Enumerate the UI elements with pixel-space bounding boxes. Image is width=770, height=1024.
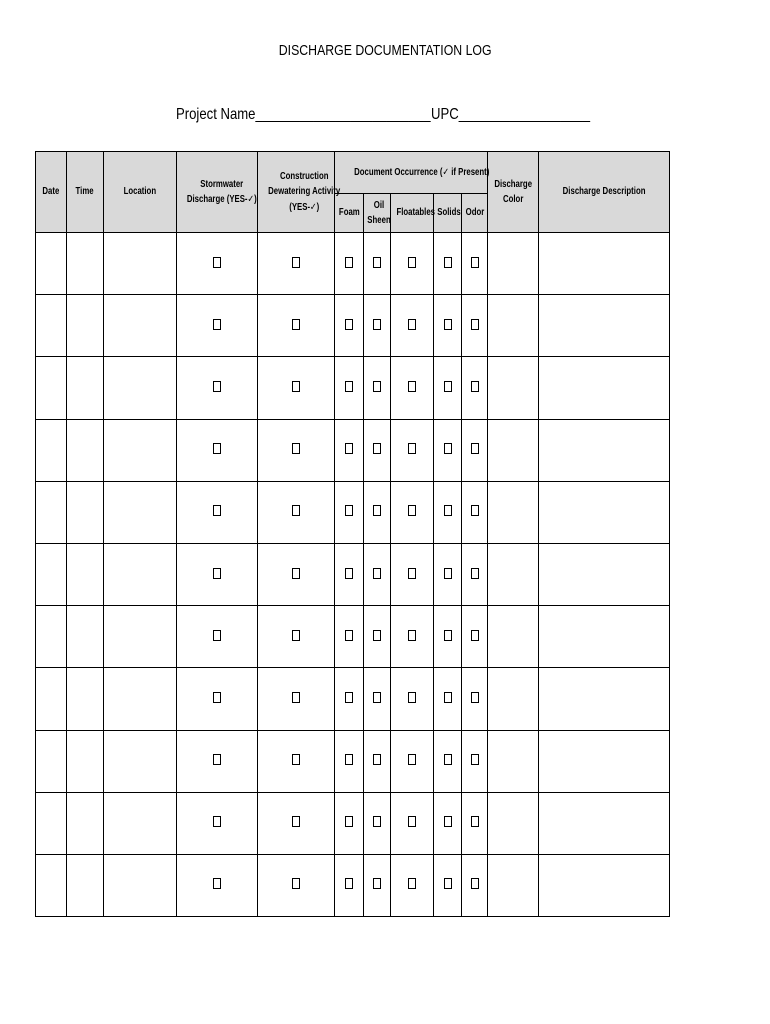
stormwater-discharge-cell bbox=[177, 730, 258, 792]
foam-cell bbox=[335, 295, 364, 357]
date-cell[interactable] bbox=[36, 854, 67, 916]
discharge-log-table bbox=[35, 151, 670, 917]
construction-dewatering-checkbox[interactable] bbox=[292, 319, 300, 330]
foam-checkbox[interactable] bbox=[345, 257, 353, 268]
time-cell[interactable] bbox=[67, 419, 104, 481]
time-cell[interactable] bbox=[67, 233, 104, 295]
stormwater-discharge-checkbox[interactable] bbox=[213, 630, 221, 641]
location-cell[interactable] bbox=[104, 295, 177, 357]
solids-checkbox[interactable] bbox=[444, 630, 452, 641]
discharge-description-cell[interactable] bbox=[539, 357, 670, 419]
location-cell[interactable] bbox=[104, 854, 177, 916]
solids-checkbox[interactable] bbox=[444, 692, 452, 703]
page-title: DISCHARGE DOCUMENTATION LOG bbox=[278, 42, 492, 59]
solids-checkbox[interactable] bbox=[444, 878, 452, 889]
header-date: Date bbox=[36, 152, 67, 233]
stormwater-discharge-checkbox[interactable] bbox=[213, 505, 221, 516]
stormwater-discharge-cell bbox=[177, 481, 258, 543]
time-cell[interactable] bbox=[67, 854, 104, 916]
oil-sheen-cell bbox=[364, 543, 391, 605]
stormwater-discharge-cell bbox=[177, 543, 258, 605]
floatables-checkbox[interactable] bbox=[408, 257, 416, 268]
solids-checkbox[interactable] bbox=[444, 754, 452, 765]
oil-sheen-checkbox[interactable] bbox=[373, 630, 381, 641]
oil-sheen-checkbox[interactable] bbox=[373, 257, 381, 268]
location-cell[interactable] bbox=[104, 419, 177, 481]
stormwater-discharge-cell bbox=[177, 419, 258, 481]
oil-sheen-cell bbox=[364, 481, 391, 543]
table-row bbox=[36, 543, 670, 605]
oil-sheen-checkbox[interactable] bbox=[373, 754, 381, 765]
header-oil-sheen: Oil Sheen bbox=[364, 194, 391, 233]
date-cell[interactable] bbox=[36, 792, 67, 854]
construction-dewatering-cell bbox=[258, 481, 335, 543]
floatables-checkbox[interactable] bbox=[408, 754, 416, 765]
location-cell[interactable] bbox=[104, 730, 177, 792]
foam-checkbox[interactable] bbox=[345, 630, 353, 641]
table-row bbox=[36, 668, 670, 730]
floatables-checkbox[interactable] bbox=[408, 878, 416, 889]
floatables-cell bbox=[391, 233, 434, 295]
odor-checkbox[interactable] bbox=[471, 878, 479, 889]
foam-cell bbox=[335, 543, 364, 605]
construction-dewatering-checkbox[interactable] bbox=[292, 878, 300, 889]
foam-checkbox[interactable] bbox=[345, 754, 353, 765]
oil-sheen-checkbox[interactable] bbox=[373, 505, 381, 516]
stormwater-discharge-checkbox[interactable] bbox=[213, 692, 221, 703]
odor-checkbox[interactable] bbox=[471, 319, 479, 330]
time-cell[interactable] bbox=[67, 543, 104, 605]
solids-checkbox[interactable] bbox=[444, 319, 452, 330]
date-cell[interactable] bbox=[36, 233, 67, 295]
discharge-description-cell[interactable] bbox=[539, 419, 670, 481]
construction-dewatering-checkbox[interactable] bbox=[292, 630, 300, 641]
discharge-color-cell[interactable] bbox=[488, 481, 539, 543]
foam-cell bbox=[335, 606, 364, 668]
solids-cell bbox=[434, 730, 462, 792]
floatables-checkbox[interactable] bbox=[408, 692, 416, 703]
stormwater-discharge-checkbox[interactable] bbox=[213, 257, 221, 268]
time-cell[interactable] bbox=[67, 668, 104, 730]
stormwater-discharge-checkbox[interactable] bbox=[213, 568, 221, 579]
oil-sheen-checkbox[interactable] bbox=[373, 319, 381, 330]
floatables-cell bbox=[391, 543, 434, 605]
time-cell[interactable] bbox=[67, 792, 104, 854]
oil-sheen-cell bbox=[364, 357, 391, 419]
time-cell[interactable] bbox=[67, 606, 104, 668]
stormwater-discharge-checkbox[interactable] bbox=[213, 754, 221, 765]
location-cell[interactable] bbox=[104, 543, 177, 605]
construction-dewatering-cell bbox=[258, 295, 335, 357]
oil-sheen-cell bbox=[364, 233, 391, 295]
odor-checkbox[interactable] bbox=[471, 816, 479, 827]
discharge-color-cell[interactable] bbox=[488, 543, 539, 605]
time-cell[interactable] bbox=[67, 357, 104, 419]
solids-checkbox[interactable] bbox=[444, 381, 452, 392]
date-cell[interactable] bbox=[36, 419, 67, 481]
discharge-color-cell[interactable] bbox=[488, 419, 539, 481]
construction-dewatering-checkbox[interactable] bbox=[292, 257, 300, 268]
stormwater-discharge-checkbox[interactable] bbox=[213, 319, 221, 330]
foam-checkbox[interactable] bbox=[345, 878, 353, 889]
table-row bbox=[36, 854, 670, 916]
oil-sheen-checkbox[interactable] bbox=[373, 443, 381, 454]
odor-cell bbox=[462, 419, 488, 481]
table-row bbox=[36, 357, 670, 419]
header-solids: Solids bbox=[434, 194, 462, 233]
oil-sheen-cell bbox=[364, 668, 391, 730]
location-cell[interactable] bbox=[104, 606, 177, 668]
oil-sheen-checkbox[interactable] bbox=[373, 878, 381, 889]
odor-cell bbox=[462, 668, 488, 730]
foam-checkbox[interactable] bbox=[345, 692, 353, 703]
foam-cell bbox=[335, 668, 364, 730]
solids-cell bbox=[434, 543, 462, 605]
discharge-description-cell[interactable] bbox=[539, 792, 670, 854]
date-cell[interactable] bbox=[36, 730, 67, 792]
header-foam: Foam bbox=[335, 194, 364, 233]
foam-checkbox[interactable] bbox=[345, 568, 353, 579]
solids-cell bbox=[434, 606, 462, 668]
foam-checkbox[interactable] bbox=[345, 505, 353, 516]
solids-cell bbox=[434, 481, 462, 543]
construction-dewatering-cell bbox=[258, 792, 335, 854]
construction-dewatering-checkbox[interactable] bbox=[292, 754, 300, 765]
stormwater-discharge-checkbox[interactable] bbox=[213, 816, 221, 827]
location-cell[interactable] bbox=[104, 233, 177, 295]
construction-dewatering-checkbox[interactable] bbox=[292, 692, 300, 703]
header-location: Location bbox=[104, 152, 177, 233]
oil-sheen-checkbox[interactable] bbox=[373, 381, 381, 392]
foam-checkbox[interactable] bbox=[345, 319, 353, 330]
solids-cell bbox=[434, 233, 462, 295]
oil-sheen-cell bbox=[364, 295, 391, 357]
oil-sheen-checkbox[interactable] bbox=[373, 568, 381, 579]
odor-cell bbox=[462, 854, 488, 916]
discharge-description-cell[interactable] bbox=[539, 606, 670, 668]
oil-sheen-cell bbox=[364, 730, 391, 792]
discharge-description-cell[interactable] bbox=[539, 854, 670, 916]
construction-dewatering-checkbox[interactable] bbox=[292, 568, 300, 579]
foam-cell bbox=[335, 792, 364, 854]
header-discharge-description: Discharge Description bbox=[539, 152, 670, 233]
location-cell[interactable] bbox=[104, 792, 177, 854]
solids-checkbox[interactable] bbox=[444, 568, 452, 579]
floatables-checkbox[interactable] bbox=[408, 319, 416, 330]
floatables-cell bbox=[391, 295, 434, 357]
foam-cell bbox=[335, 481, 364, 543]
construction-dewatering-cell bbox=[258, 357, 335, 419]
table-row bbox=[36, 792, 670, 854]
location-cell[interactable] bbox=[104, 357, 177, 419]
discharge-description-cell[interactable] bbox=[539, 668, 670, 730]
oil-sheen-checkbox[interactable] bbox=[373, 692, 381, 703]
stormwater-discharge-cell bbox=[177, 357, 258, 419]
project-name-field[interactable]: Project Name________________________ bbox=[176, 106, 431, 123]
odor-checkbox[interactable] bbox=[471, 381, 479, 392]
table-row bbox=[36, 481, 670, 543]
table-row bbox=[36, 419, 670, 481]
floatables-checkbox[interactable] bbox=[408, 816, 416, 827]
odor-cell bbox=[462, 233, 488, 295]
log-body bbox=[36, 233, 670, 917]
solids-checkbox[interactable] bbox=[444, 816, 452, 827]
construction-dewatering-checkbox[interactable] bbox=[292, 381, 300, 392]
stormwater-discharge-checkbox[interactable] bbox=[213, 878, 221, 889]
discharge-color-cell[interactable] bbox=[488, 668, 539, 730]
upc-field[interactable]: UPC__________________ bbox=[431, 106, 591, 123]
floatables-checkbox[interactable] bbox=[408, 381, 416, 392]
discharge-color-cell[interactable] bbox=[488, 792, 539, 854]
discharge-color-cell[interactable] bbox=[488, 854, 539, 916]
table-row bbox=[36, 606, 670, 668]
discharge-description-cell[interactable] bbox=[539, 481, 670, 543]
table-row bbox=[36, 730, 670, 792]
oil-sheen-cell bbox=[364, 792, 391, 854]
stormwater-discharge-cell bbox=[177, 854, 258, 916]
solids-checkbox[interactable] bbox=[444, 257, 452, 268]
header-time: Time bbox=[67, 152, 104, 233]
solids-cell bbox=[434, 357, 462, 419]
floatables-cell bbox=[391, 481, 434, 543]
construction-dewatering-checkbox[interactable] bbox=[292, 443, 300, 454]
odor-cell bbox=[462, 357, 488, 419]
time-cell[interactable] bbox=[67, 295, 104, 357]
header-floatables: Floatables bbox=[391, 194, 434, 233]
time-cell[interactable] bbox=[67, 481, 104, 543]
construction-dewatering-cell bbox=[258, 606, 335, 668]
floatables-cell bbox=[391, 730, 434, 792]
discharge-color-cell[interactable] bbox=[488, 295, 539, 357]
construction-dewatering-cell bbox=[258, 730, 335, 792]
discharge-description-cell[interactable] bbox=[539, 295, 670, 357]
stormwater-discharge-checkbox[interactable] bbox=[213, 443, 221, 454]
foam-checkbox[interactable] bbox=[345, 443, 353, 454]
table-row bbox=[36, 295, 670, 357]
stormwater-discharge-checkbox[interactable] bbox=[213, 381, 221, 392]
time-cell[interactable] bbox=[67, 730, 104, 792]
header-stormwater-discharge: Stormwater Discharge (YES-✓) bbox=[177, 152, 258, 233]
header-discharge-color: Discharge Color bbox=[488, 152, 539, 233]
solids-cell bbox=[434, 854, 462, 916]
oil-sheen-cell bbox=[364, 606, 391, 668]
date-cell[interactable] bbox=[36, 481, 67, 543]
stormwater-discharge-cell bbox=[177, 668, 258, 730]
stormwater-discharge-cell bbox=[177, 295, 258, 357]
date-cell[interactable] bbox=[36, 295, 67, 357]
stormwater-discharge-cell bbox=[177, 792, 258, 854]
foam-cell bbox=[335, 730, 364, 792]
odor-cell bbox=[462, 606, 488, 668]
solids-checkbox[interactable] bbox=[444, 443, 452, 454]
discharge-color-cell[interactable] bbox=[488, 233, 539, 295]
floatables-checkbox[interactable] bbox=[408, 568, 416, 579]
odor-cell bbox=[462, 730, 488, 792]
header-document-occurrence: Document Occurrence (✓ if Present) bbox=[335, 152, 488, 194]
floatables-cell bbox=[391, 792, 434, 854]
solids-cell bbox=[434, 295, 462, 357]
date-cell[interactable] bbox=[36, 543, 67, 605]
construction-dewatering-cell bbox=[258, 543, 335, 605]
floatables-cell bbox=[391, 419, 434, 481]
solids-cell bbox=[434, 668, 462, 730]
construction-dewatering-cell bbox=[258, 854, 335, 916]
discharge-description-cell[interactable] bbox=[539, 233, 670, 295]
discharge-color-cell[interactable] bbox=[488, 606, 539, 668]
table-row bbox=[36, 233, 670, 295]
oil-sheen-cell bbox=[364, 854, 391, 916]
odor-cell bbox=[462, 792, 488, 854]
floatables-checkbox[interactable] bbox=[408, 443, 416, 454]
discharge-color-cell[interactable] bbox=[488, 730, 539, 792]
floatables-cell bbox=[391, 357, 434, 419]
odor-checkbox[interactable] bbox=[471, 568, 479, 579]
foam-checkbox[interactable] bbox=[345, 816, 353, 827]
odor-checkbox[interactable] bbox=[471, 630, 479, 641]
header-construction-dewatering: Construction Dewatering Activity (YES-✓) bbox=[258, 152, 335, 233]
foam-cell bbox=[335, 233, 364, 295]
foam-checkbox[interactable] bbox=[345, 381, 353, 392]
foam-cell bbox=[335, 357, 364, 419]
foam-cell bbox=[335, 419, 364, 481]
solids-checkbox[interactable] bbox=[444, 505, 452, 516]
odor-checkbox[interactable] bbox=[471, 754, 479, 765]
location-cell[interactable] bbox=[104, 481, 177, 543]
odor-checkbox[interactable] bbox=[471, 257, 479, 268]
construction-dewatering-checkbox[interactable] bbox=[292, 816, 300, 827]
discharge-description-cell[interactable] bbox=[539, 730, 670, 792]
odor-checkbox[interactable] bbox=[471, 692, 479, 703]
foam-cell bbox=[335, 854, 364, 916]
odor-cell bbox=[462, 295, 488, 357]
discharge-color-cell[interactable] bbox=[488, 357, 539, 419]
floatables-cell bbox=[391, 668, 434, 730]
stormwater-discharge-cell bbox=[177, 606, 258, 668]
discharge-description-cell[interactable] bbox=[539, 543, 670, 605]
stormwater-discharge-cell bbox=[177, 233, 258, 295]
oil-sheen-cell bbox=[364, 419, 391, 481]
oil-sheen-checkbox[interactable] bbox=[373, 816, 381, 827]
odor-cell bbox=[462, 543, 488, 605]
odor-checkbox[interactable] bbox=[471, 443, 479, 454]
date-cell[interactable] bbox=[36, 357, 67, 419]
construction-dewatering-checkbox[interactable] bbox=[292, 505, 300, 516]
date-cell[interactable] bbox=[36, 668, 67, 730]
construction-dewatering-cell bbox=[258, 233, 335, 295]
construction-dewatering-cell bbox=[258, 419, 335, 481]
location-cell[interactable] bbox=[104, 668, 177, 730]
odor-cell bbox=[462, 481, 488, 543]
date-cell[interactable] bbox=[36, 606, 67, 668]
construction-dewatering-cell bbox=[258, 668, 335, 730]
floatables-checkbox[interactable] bbox=[408, 630, 416, 641]
floatables-cell bbox=[391, 606, 434, 668]
solids-cell bbox=[434, 419, 462, 481]
odor-checkbox[interactable] bbox=[471, 505, 479, 516]
header-odor: Odor bbox=[462, 194, 488, 233]
floatables-checkbox[interactable] bbox=[408, 505, 416, 516]
solids-cell bbox=[434, 792, 462, 854]
floatables-cell bbox=[391, 854, 434, 916]
